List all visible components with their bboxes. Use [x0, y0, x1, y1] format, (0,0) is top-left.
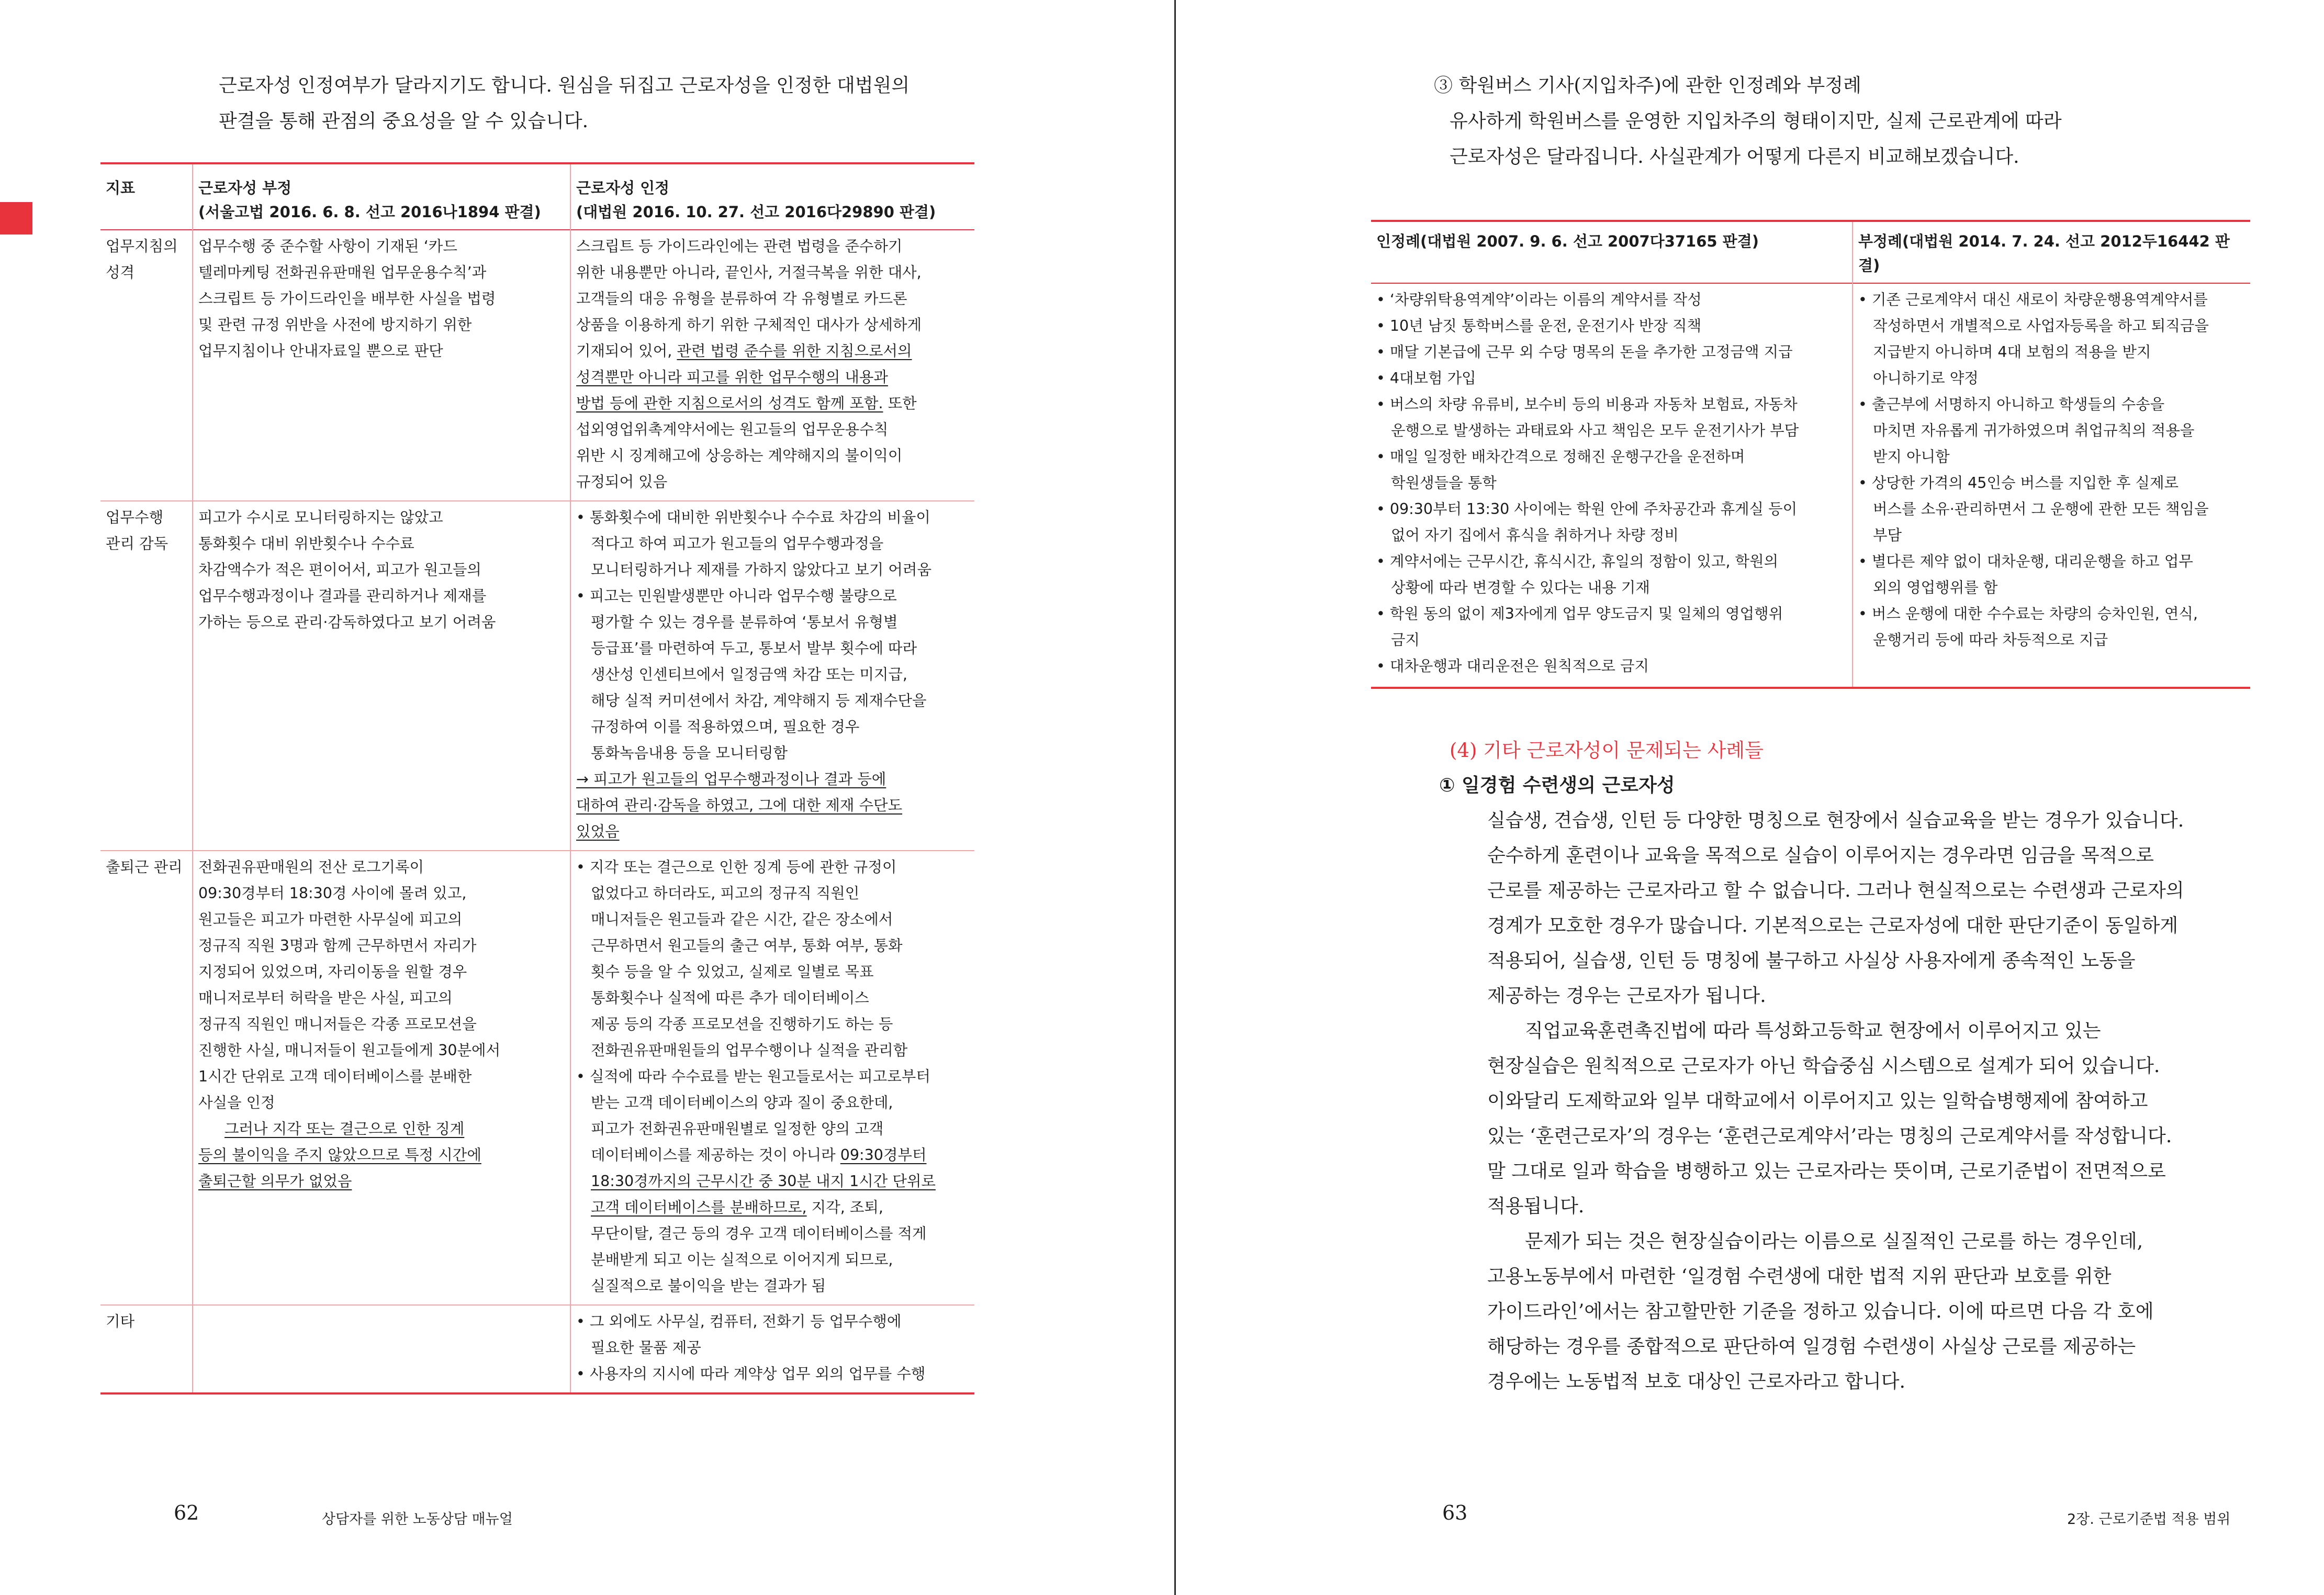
- positive-cell: • 통화횟수에 대비한 위반횟수나 수수료 차감의 비율이 적다고 하여 피고가 원고들의 업무수행과정을 모니터링하거나 제재를 가하지 않았다고 보기 어려움 • 피고는 민원발생뿐만 아니라 업무수행 불량으로 평가할 수 있는 경우를 분류하여 ‘통보서 유형별 등급표’를 마련하여 두고, 통보서 발부 횟수에 따라 생산성 인센티브에서 일정금액 차감 또는 미지급, 해당 실적 커미션에서 차감, 계약해지 등 제재수단을 규정하여 이를 적용하였으며, 필요한 경우 통화녹음내용 등을 모니터링함 → 피고가 원고들의 업무수행과정이나 결과 등에 대하여 관리·감독을 하였고, 그에 대한 제재 수단도 있었음: [570, 501, 974, 851]
- table-row: [100, 501, 974, 851]
- denied-cell: • 기존 근로계약서 대신 새로이 차량운행용역계약서를 작성하면서 개별적으로 사업자등록을 하고 퇴직금을 지급받지 아니하며 4대 보험의 적용을 받지 아니하기로 약정 • 출근부에 서명하지 아니하고 학생들의 수송을 마치면 자유롭게 귀가하였으며 취업규칙의 적용을 받지 아니함 • 상당한 가격의 45인승 버스를 지입한 후 실제로 버스를 소유·관리하면서 그 운행에 관한 모든 책임을 부담 • 별다른 제약 없이 대차운행, 대리운행을 하고 업무 외의 영업행위를 함 • 버스 운행에 대한 수수료는 차량의 승차인원, 연식, 운행거리 등에 따라 차등적으로 지급: [1853, 283, 2250, 688]
- table-row: [100, 851, 974, 1305]
- heading-line: 유사하게 학원버스를 운영한 지입차주의 형태이지만, 실제 근로관계에 따라: [1450, 110, 2062, 132]
- case-heading: ③ 학원버스 기사(지입차주)에 관한 인정례와 부정례: [1434, 75, 1861, 96]
- header-indicator: 지표: [106, 179, 136, 197]
- intro-line: 근로자성 인정여부가 달라지기도 합니다. 원심을 뒤집고 근로자성을 인정한 대법원의: [219, 75, 910, 96]
- positive-cell: • 지각 또는 결근으로 인한 징계 등에 관한 규정이 없었다고 하더라도, 피고의 정규직 직원인 매니저들은 원고들과 같은 시간, 같은 장소에서 근무하면서 원고들의 출근 여부, 통화 여부, 통화 횟수 등을 알 수 있었고, 실제로 일별로 목표 통화횟수나 실적에 따른 추가 데이터베이스 제공 등의 각종 프로모션을 진행하기도 하는 등 전화권유판매원들의 업무수행이나 실적을 관리함 • 실적에 따라 수수료를 받는 원고들로서는 피고로부터 받는 고객 데이터베이스의 양과 질이 중요한데, 피고가 전화권유판매원별로 일정한 양의 고객 데이터베이스를 제공하는 것이 아니라 09:30경부터 18:30경까지의 근무시간 중 30분 내지 1시간 단위로 고객 데이터베이스를 분배하므로, 지각, 조퇴, 무단이탈, 결근 등의 경우 고객 데이터베이스를 적게 분배받게 되고 이는 실적으로 이어지게 되므로, 실질적으로 불이익을 받는 결과가 됨: [570, 851, 974, 1305]
- header-negative: 근로자성 부정 (서울고법 2016. 6. 8. 선고 2016나1894 판결): [193, 163, 570, 230]
- negative-cell: 피고가 수시로 모니터링하지는 않았고 통화횟수 대비 위반횟수나 수수료 차감액수가 적은 편이어서, 피고가 원고들의 업무수행과정이나 결과를 관리하거나 제재를 가하는 등으로 관리·감독하였다고 보기 어려움: [193, 501, 570, 851]
- positive-cell: • 그 외에도 사무실, 컴퓨터, 전화기 등 업무수행에 필요한 물품 제공 • 사용자의 지시에 따라 계약상 업무 외의 업무를 수행: [570, 1305, 974, 1393]
- positive-cell: 스크립트 등 가이드라인에는 관련 법령을 준수하기 위한 내용뿐만 아니라, 끝인사, 거절극복을 위한 대사, 고객들의 대응 유형을 분류하여 각 유형별로 카드론 상품을 이용하게 하기 위한 구체적인 대사가 상세하게 기재되어 있어, 관련 법령 준수를 위한 지침으로서의 성격뿐만 아니라 피고를 위한 업무수행의 내용과 방법 등에 관한 지침으로서의 성격도 함께 포함. 또한 섭외영업위촉계약서에는 원고들의 업무운용수칙 위반 시 징계해고에 상응하는 계약해지의 불이익이 규정되어 있음: [570, 230, 974, 501]
- negative-cell: [193, 1305, 570, 1393]
- table-row: [100, 230, 974, 501]
- negative-cell: 전화권유판매원의 전산 로그기록이 09:30경부터 18:30경 사이에 몰려 있고, 원고들은 피고가 마련한 사무실에 피고의 정규직 직원 3명과 함께 근무하면서 자리가 지정되어 있었으며, 자리이동을 원할 경우 매니저로부터 허락을 받은 사실, 피고의 정규직 직원인 매니저들은 각종 프로모션을 진행한 사실, 매니저들이 원고들에게 30분에서 1시간 단위로 고객 데이터베이스를 분배한 사실을 인정 그러나 지각 또는 결근으로 인한 징계 등의 불이익을 주지 않았으므로 특정 시간에 출퇴근할 의무가 없었음: [193, 851, 570, 1305]
- subsection-title: ① 일경험 수련생의 근로자성: [1439, 775, 1675, 796]
- header-positive: 근로자성 인정 (대법원 2016. 10. 27. 선고 2016다29890 판결): [570, 163, 974, 230]
- table-row: [100, 1305, 974, 1393]
- row-label: 기타: [106, 1313, 135, 1330]
- row-label: 업무수행 관리 감독: [106, 509, 169, 552]
- heading-line: 근로자성은 달라집니다. 사실관계가 어떻게 다른지 비교해보겠습니다.: [1450, 146, 2019, 168]
- header-recognized: 인정례(대법원 2007. 9. 6. 선고 2007다37165 판결): [1376, 232, 1759, 250]
- negative-cell: 업무수행 중 준수할 사항이 기재된 ‘카드 텔레마케팅 전화권유판매원 업무운용수칙’과 스크립트 등 가이드라인을 배부한 사실을 법령 및 관련 규정 위반을 사전에 방지하기 위한 업무지침이나 안내자료일 뿐으로 판단: [193, 230, 570, 501]
- right-heading-block: [1434, 68, 2266, 175]
- table-header-row: [1371, 221, 2250, 283]
- section-other-cases: [1439, 733, 2266, 1399]
- right-page-number: 63: [1442, 1501, 1468, 1524]
- left-running-title: 상담자를 위한 노동상담 매뉴얼: [322, 1511, 513, 1527]
- row-label: 업무지침의 성격: [106, 238, 178, 281]
- header-denied: 부정례(대법원 2014. 7. 24. 선고 2012두16442 판결): [1853, 221, 2250, 283]
- row-label: 출퇴근 관리: [106, 858, 183, 876]
- recognized-cell: • ‘차량위탁용역계약’이라는 이름의 계약서를 작성 • 10년 남짓 통학버스를 운전, 운전기사 반장 직책 • 매달 기본급에 근무 외 수당 명목의 돈을 추가한 고정금액 지급 • 4대보험 가입 • 버스의 차량 유류비, 보수비 등의 비용과 자동차 보험료, 자동차 운행으로 발생하는 과태료와 사고 책임은 모두 운전기사가 부담 • 매일 일정한 배차간격으로 정해진 운행구간을 운전하며 학원생들을 통학 • 09:30부터 13:30 사이에는 학원 안에 주차공간과 휴게실 등이 없어 자기 집에서 휴식을 취하거나 차량 정비 • 계약서에는 근무시간, 휴식시간, 휴일의 정함이 있고, 학원의 상황에 따라 변경할 수 있다는 내용 기재 • 학원 동의 없이 제3자에게 업무 양도금지 및 일체의 영업행위 금지 • 대차운행과 대리운전은 원칙적으로 금지: [1376, 291, 1799, 675]
- table-header-row: [100, 163, 974, 230]
- worker-status-comparison-table: [100, 162, 974, 1395]
- left-page-number: 62: [174, 1501, 199, 1524]
- chapter-tab-marker: [0, 202, 32, 235]
- section-title: (4) 기타 근로자성이 문제되는 사례들: [1450, 739, 1764, 762]
- bus-driver-case-table: [1371, 220, 2250, 689]
- page-gutter-divider: [1174, 0, 1176, 1595]
- intro-line: 판결을 통해 관점의 중요성을 알 수 있습니다.: [219, 110, 589, 132]
- left-intro-text: [219, 68, 988, 139]
- table-row: [1371, 283, 2250, 688]
- paragraph: 실습생, 견습생, 인턴 등 다양한 명칭으로 현장에서 실습교육을 받는 경우가 있습니다. 순수하게 훈련이나 교육을 목적으로 실습이 이루어지는 경우라면 임금을 목적으로 근로를 제공하는 근로자라고 할 수 없습니다. 그러나 현실적으로는 수련생과 근로자의 경계가 모호한 경우가 많습니다. 기본적으로는 근로자성에 대한 판단기준이 동일하게 적용되어, 실습생, 인턴 등 명칭에 불구하고 사실상 사용자에게 종속적인 노동을 제공하는 경우는 근로자가 됩니다. 직업교육훈련촉진법에 따라 특성화고등학교 현장에서 이루어지고 있는 현장실습은 원칙적으로 근로자가 아닌 학습중심 시스템으로 설계가 되어 있습니다. 이와달리 도제학교와 일부 대학교에서 이루어지고 있는 일학습병행제에 참여하고 있는 ‘훈련근로자’의 경우는 ‘훈련근로계약서’라는 명칭의 근로계약서를 작성합니다. 말 그대로 일과 학습을 병행하고 있는 근로자라는 뜻이며, 근로기준법이 전면적으로 적용됩니다. 문제가 되는 것은 현장실습이라는 이름으로 실질적인 근로를 하는 경우인데, 고용노동부에서 마련한 ‘일경험 수련생에 대한 법적 지위 판단과 보호를 위한 가이드라인’에서는 참고할만한 기준을 정하고 있습니다. 이에 따르면 다음 각 호에 해당하는 경우를 종합적으로 판단하여 일경험 수련생이 사실상 근로를 제공하는 경우에는 노동법적 보호 대상인 근로자라고 합니다.: [1487, 810, 2184, 1392]
- right-running-title: 2장. 근로기준법 적용 범위: [2067, 1511, 2231, 1527]
